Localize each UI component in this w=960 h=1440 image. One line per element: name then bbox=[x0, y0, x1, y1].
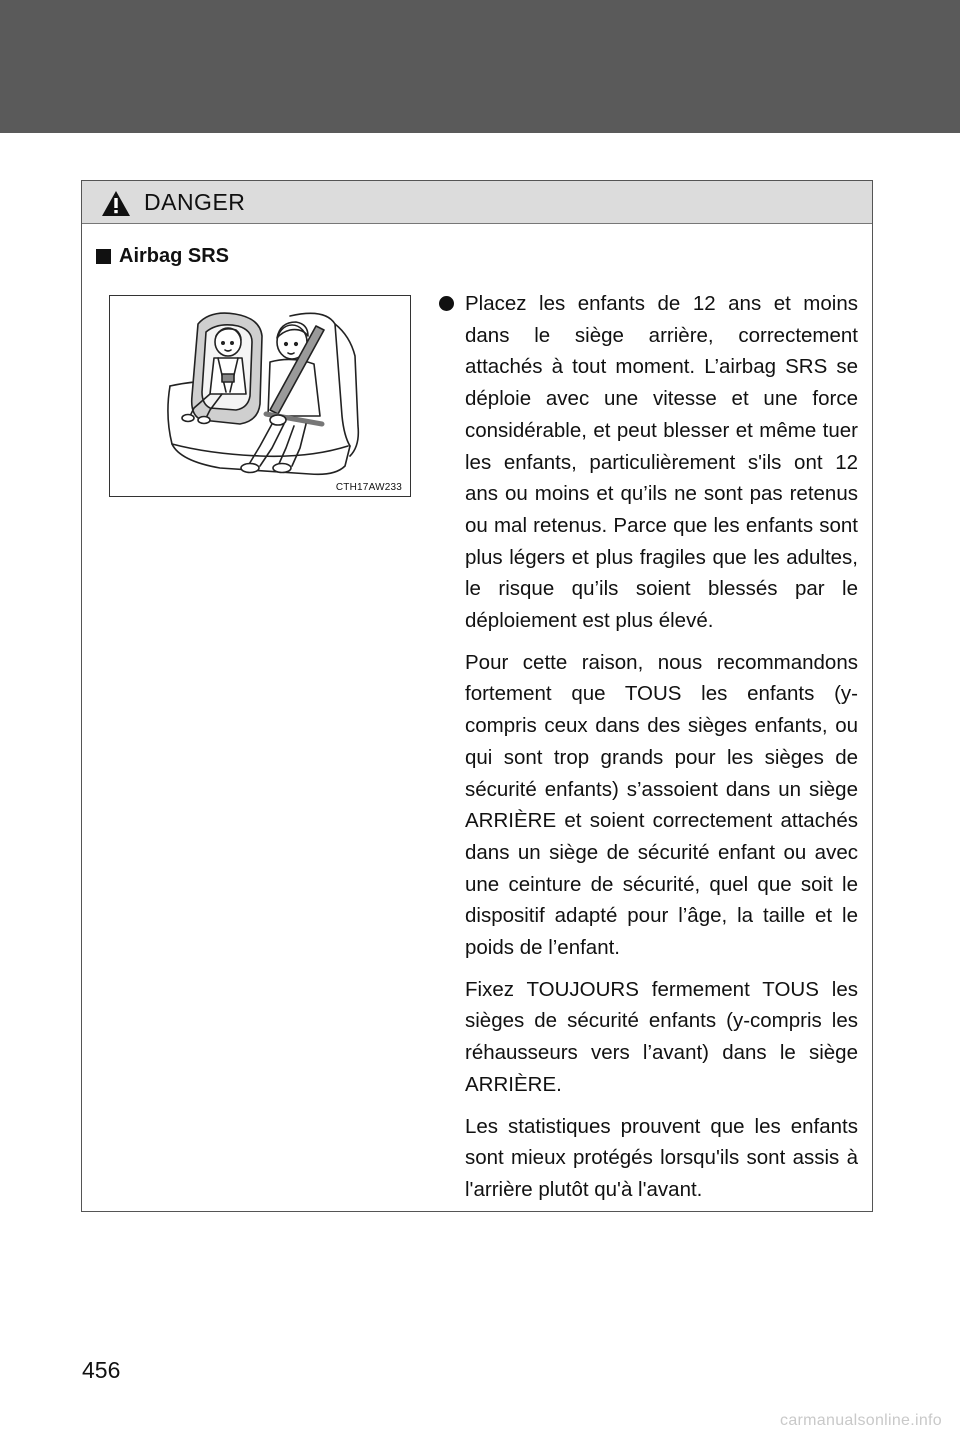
header-bar bbox=[0, 0, 960, 133]
figure-code: CTH17AW233 bbox=[335, 482, 402, 493]
danger-title: DANGER bbox=[144, 189, 246, 215]
children-in-rear-seat-drawing bbox=[110, 296, 410, 496]
warning-text bbox=[465, 288, 858, 1216]
paragraph-1: Placez les enfants de 12 ans et moins dans le siège arrière, correctement attachés à tout moment. L’airbag SRS se déploie avec une vitesse et une force considérable, et peut blesser et même tuer les enfants, particulièrement s'ils ont 12 ans ou moins et qu’ils ne sont pas retenus ou mal retenus. Parce que les enfants sont plus légers et plus fragiles que les adultes, le risque qu’ils soient blessés par le déploiement est plus élevé. bbox=[465, 292, 858, 633]
section-heading-text: Airbag SRS bbox=[119, 245, 230, 267]
paragraph-4: Les statistiques prouvent que les enfants sont mieux protégés lorsqu'ils sont assis à l'arrière plutôt qu'à l'avant. bbox=[465, 1114, 858, 1201]
watermark: carmanualsonline.info bbox=[780, 1412, 942, 1429]
paragraph-2: Pour cette raison, nous recommandons fortement que TOUS les enfants (y-compris ceux dans des sièges enfants, ou qui sont trop grands pour les sièges de sécurité enfants) s’assoient dans un siège ARRIÈRE et soient correctement attachés dans un siège de sécurité enfant ou avec une ceinture de sécurité, quel que soit le dispositif adapté pour l’âge, la taille et le poids de l’enfant. bbox=[465, 650, 858, 960]
page-number: 456 bbox=[82, 1357, 121, 1383]
bullet-item bbox=[465, 288, 858, 637]
paragraph-3: Fixez TOUJOURS fermement TOUS les sièges de sécurité enfants (y-compris les réhausseurs vers l’avant) dans le siège ARRIÈRE. bbox=[465, 977, 858, 1096]
round-bullet-icon bbox=[439, 296, 454, 311]
danger-warning-box bbox=[81, 180, 873, 1212]
square-bullet-icon bbox=[96, 249, 111, 264]
danger-header bbox=[82, 181, 872, 224]
section-heading bbox=[96, 245, 229, 268]
warning-triangle-icon bbox=[101, 190, 131, 217]
child-seat-illustration bbox=[109, 295, 411, 497]
